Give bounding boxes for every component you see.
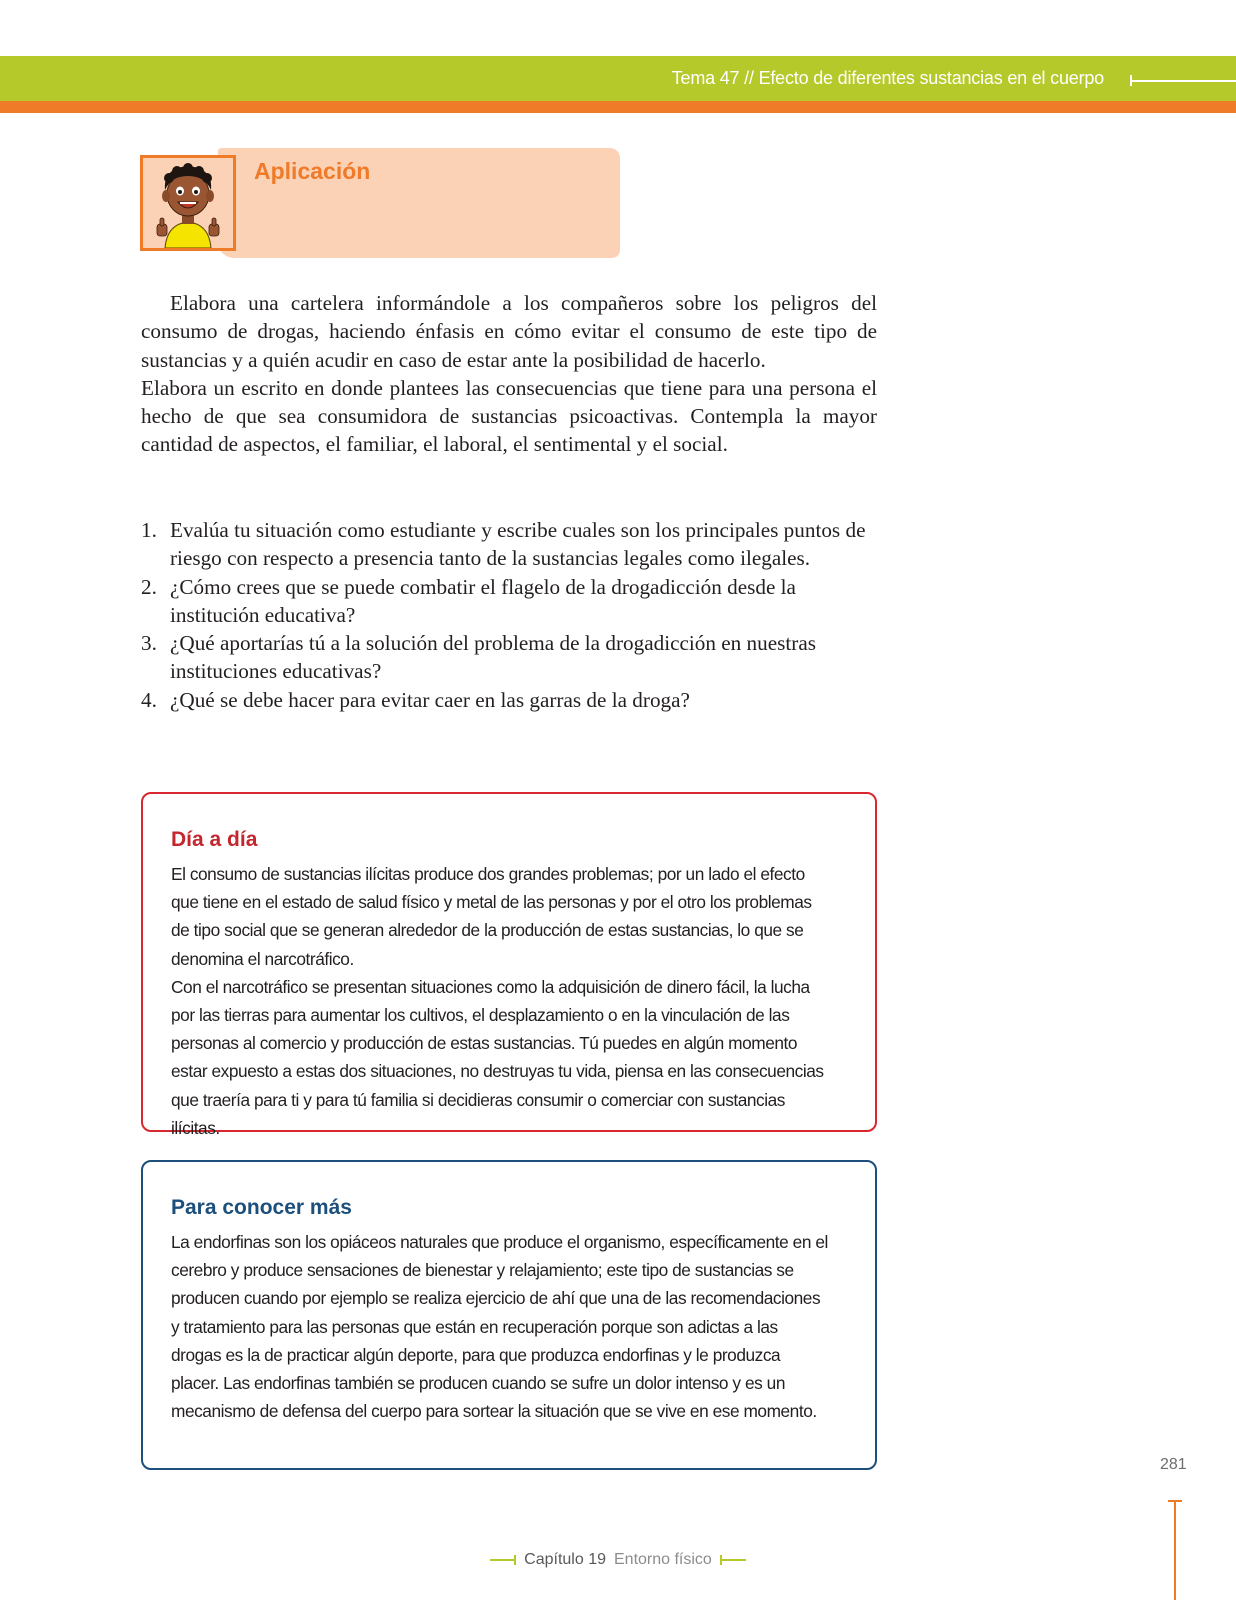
footer-subtitle: Entorno físico: [614, 1551, 712, 1568]
footer: [0, 1551, 1236, 1569]
question-item: [141, 686, 881, 714]
para-conocer-mas-paragraph: La endorfinas son los opiáceos naturales que produce el organismo, específicamente en el cerebro y produce sensaciones de bienestar y relajamiento; este tipo de sustancias se producen cuando por ejemplo se realiza ejercicio de ahí que una de las recomendaciones y tratamiento para las personas que están en recuperación porque son adictas a las drogas es la de practicar algún deporte, para que produzca endorfinas y le produzca placer. Las endorfinas también se producen cuando se sufre un dolor intenso y es un mecanismo de defensa del cuerpo para sortear la situación que se vive en ese momento.: [171, 1232, 828, 1422]
header-title: Tema 47 // Efecto de diferentes sustancias en el cuerpo: [671, 68, 1104, 88]
intro-text: [141, 289, 877, 459]
question-text: ¿Qué se debe hacer para evitar caer en las garras de la droga?: [170, 687, 690, 712]
question-item: [141, 516, 881, 573]
question-item: [141, 573, 881, 630]
dia-a-dia-title: Día a día: [171, 828, 258, 851]
question-item: [141, 629, 881, 686]
header-rule: [1130, 80, 1236, 82]
question-text: Evalúa tu situación como estudiante y escribe cuales son los principales puntos de riesgo con respecto a presencia tanto de la sustancias legales como ilegales.: [170, 518, 866, 571]
aplicacion-title: Aplicación: [254, 158, 371, 184]
question-text: ¿Cómo crees que se puede combatir el flagelo de la drogadicción desde la institución educativa?: [170, 574, 796, 627]
question-list: [141, 516, 881, 714]
footer-chapter: Capítulo 19: [524, 1551, 606, 1568]
para-conocer-mas-title: Para conocer más: [171, 1196, 352, 1219]
page-rule: [1174, 1500, 1176, 1600]
para-conocer-mas-body: [171, 1228, 831, 1425]
question-number: 1.: [141, 518, 157, 542]
question-number: 3.: [141, 631, 157, 656]
question-number: 4.: [141, 687, 157, 712]
dia-a-dia-paragraph-1: El consumo de sustancias ilícitas produce dos grandes problemas; por un lado el efecto que tiene en el estado de salud físico y metal de las personas y por el otro los problemas de tipo social que se generan alrededor de la producción de estas sustancias, lo que se denomina el narcotráfico.: [171, 864, 812, 969]
dia-a-dia-box: [141, 792, 877, 1138]
dia-a-dia-body: [171, 860, 831, 1142]
header-orange-band: [0, 101, 1236, 113]
question-number: 2.: [141, 574, 157, 599]
cartoon-boy-icon: [143, 158, 233, 248]
footer-rule-left: [490, 1559, 516, 1561]
para-conocer-mas-box: [141, 1160, 877, 1470]
intro-paragraph-1: Elabora una cartelera informándole a los compañeros sobre los peligros del consumo de drogas, haciendo énfasis en cómo evitar el consumo de este tipo de sustancias y a quién acudir en caso de estar ante la posibilidad de hacerlo.: [141, 291, 877, 372]
question-text: ¿Qué aportarías tú a la solución del problema de la drogadicción en nuestras instituciones educativas?: [170, 631, 816, 684]
footer-rule-right: [720, 1559, 746, 1561]
page-number: 281: [1160, 1456, 1187, 1473]
dia-a-dia-paragraph-2: Con el narcotráfico se presentan situaciones como la adquisición de dinero fácil, la lucha por las tierras para aumentar los cultivos, el desplazamiento o en la vinculación de las personas al comercio y producción de estas sustancias. Tú puedes en algún momento estar expuesto a estas dos situaciones, no destruyas tu vida, piensa en las consecuencias que traería para ti y para tú familia si decidieras consumir o comerciar con sustancias ilícitas.: [171, 976, 824, 1138]
intro-paragraph-2: Elabora un escrito en donde plantees las consecuencias que tiene para una persona el hecho de que sea consumidora de sustancias psicoactivas. Contempla la mayor cantidad de aspectos, el familiar, el laboral, el sentimental y el social.: [141, 375, 877, 457]
aplicacion-character-frame: [140, 155, 236, 251]
